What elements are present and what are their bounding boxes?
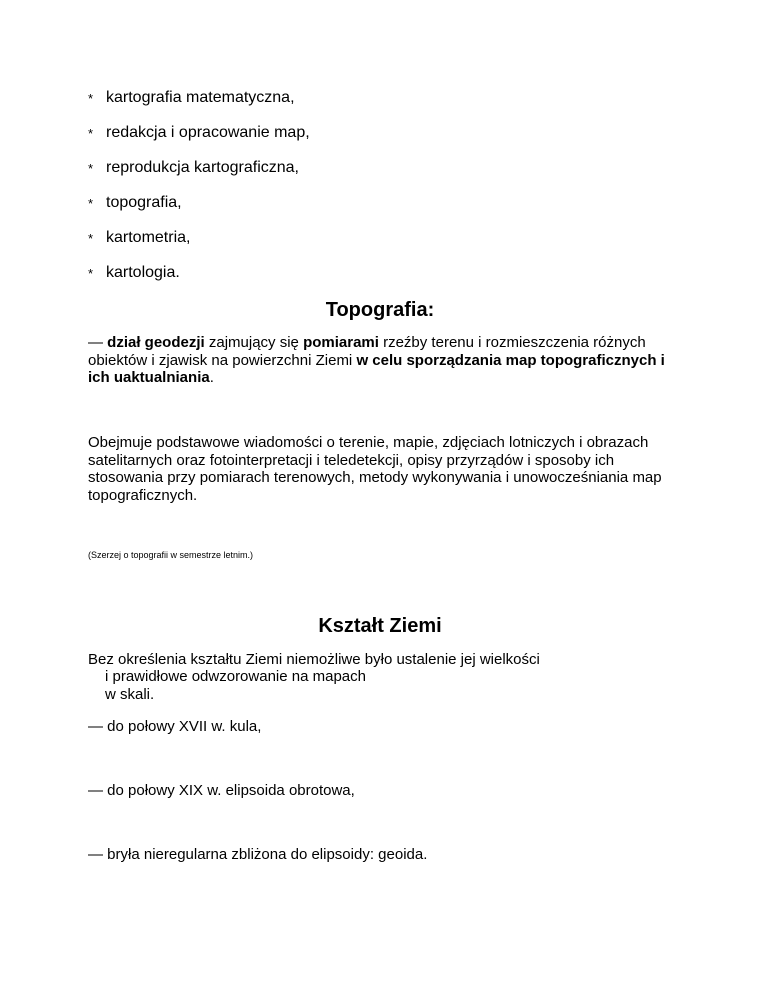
- bullet-marker: *: [88, 126, 94, 141]
- list-item-text: reprodukcja kartograficzna,: [106, 159, 299, 176]
- intro-line-1: Bez określenia kształtu Ziemi niemożliwe było ustalenie jej wielkości: [88, 651, 540, 668]
- definition-bold-2: pomiarami: [303, 334, 379, 351]
- list-item-text: topografia,: [106, 194, 182, 211]
- definition-dash: —: [88, 334, 108, 351]
- definition-text-2: rzeźby terenu i rozmieszczenia różnych obiektów i zjawisk na powierzchni Ziemi: [88, 334, 646, 369]
- definition-bold-3: w celu sporządzania map topograficznych i ich uaktualniania: [88, 351, 665, 386]
- topografia-note: (Szerzej o topografii w semestrze letnim.): [88, 550, 254, 560]
- list-item: [88, 263, 310, 298]
- list-item-text: kartografia matematyczna,: [106, 89, 295, 106]
- list-item: [88, 123, 310, 158]
- shape-item-1: — do połowy XVII w. kula,: [88, 718, 262, 735]
- bullet-marker: *: [88, 231, 94, 246]
- list-item-text: kartometria,: [106, 229, 191, 246]
- bullet-marker: *: [88, 161, 94, 176]
- bullet-marker: *: [88, 266, 94, 281]
- list-item: [88, 158, 310, 193]
- topografia-scope: Obejmuje podstawowe wiadomości o terenie, mapie, zdjęciach lotniczych i obrazach satelitarnych oraz fotointerpretacji i teledetekcji, opisy przyrządów i sposoby ich stosowania przy pomiarach terenowych, metody wykonywania i unowocześniania map topograficznych.: [88, 434, 662, 504]
- shape-item-3: — bryła nieregularna zbliżona do elipsoidy: geoida.: [88, 846, 428, 863]
- list-item-text: kartologia.: [106, 264, 180, 281]
- intro-line-2: i prawidłowe odwzorowanie na mapach: [105, 668, 366, 685]
- shape-item-2: — do połowy XIX w. elipsoida obrotowa,: [88, 782, 355, 799]
- list-item: [88, 88, 310, 123]
- bullet-marker: *: [88, 196, 94, 211]
- topografia-definition: [88, 334, 678, 387]
- list-item: [88, 228, 310, 263]
- definition-text-3: .: [209, 369, 214, 386]
- definition-text-1: zajmujący się: [204, 334, 304, 351]
- ksztalt-ziemi-heading: Kształt Ziemi: [318, 615, 442, 637]
- cartography-branches-list: [88, 88, 310, 298]
- topografia-heading: Topografia:: [325, 299, 435, 321]
- list-item-text: redakcja i opracowanie map,: [106, 124, 310, 141]
- definition-bold-1: dział geodezji: [107, 334, 205, 351]
- intro-line-3: w skali.: [105, 686, 155, 703]
- list-item: [88, 193, 310, 228]
- bullet-marker: *: [88, 91, 94, 106]
